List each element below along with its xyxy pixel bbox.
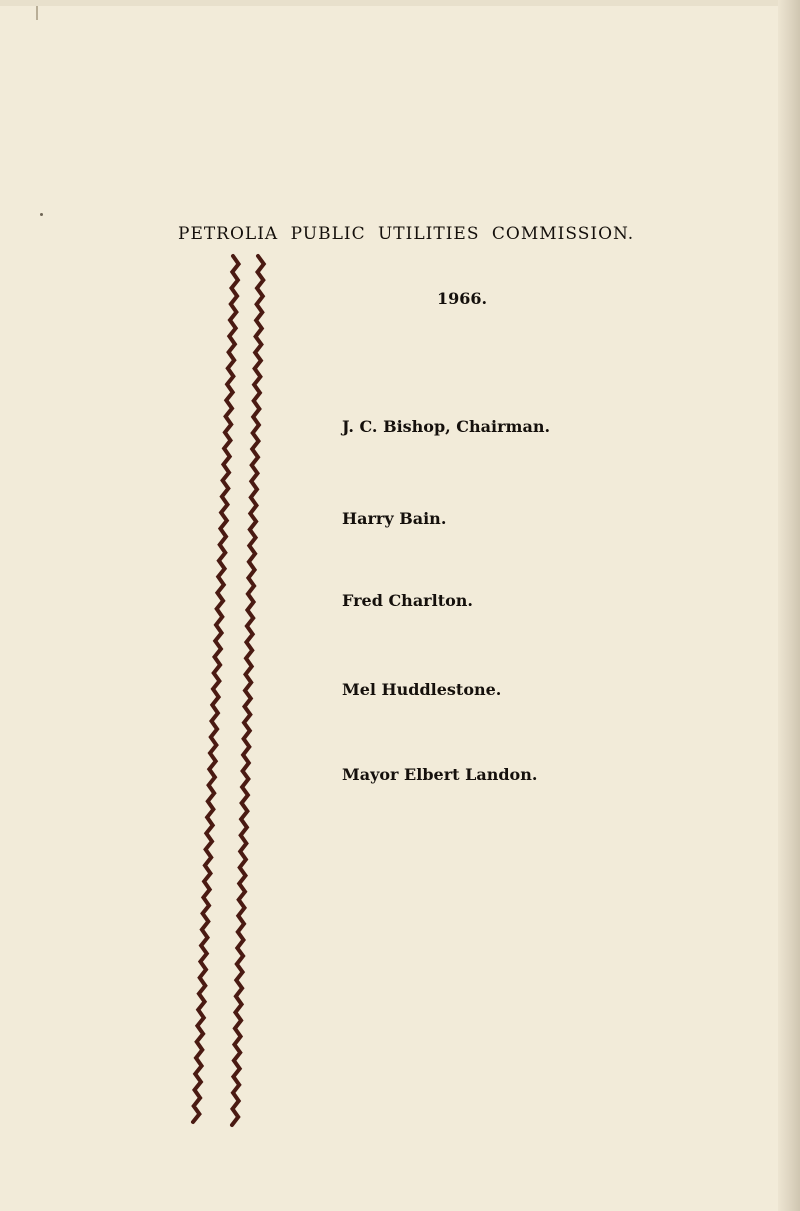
member-4: Mel Huddlestone. [342, 680, 502, 699]
member-chairman: J. C. Bishop, Chairman. [342, 417, 551, 436]
margin-dot [40, 213, 43, 216]
binding-mark [36, 6, 38, 20]
member-2: Harry Bain. [342, 509, 447, 528]
year-label: 1966. [437, 289, 488, 308]
page-right-edge [778, 0, 800, 1211]
commission-heading: PETROLIA PUBLIC UTILITIES COMMISSION. [178, 224, 635, 244]
page-top-edge [0, 0, 800, 6]
ribbon-left [193, 256, 239, 1122]
member-mayor: Mayor Elbert Landon. [342, 765, 538, 784]
member-3: Fred Charlton. [342, 591, 473, 610]
ribbon-right [232, 256, 264, 1125]
